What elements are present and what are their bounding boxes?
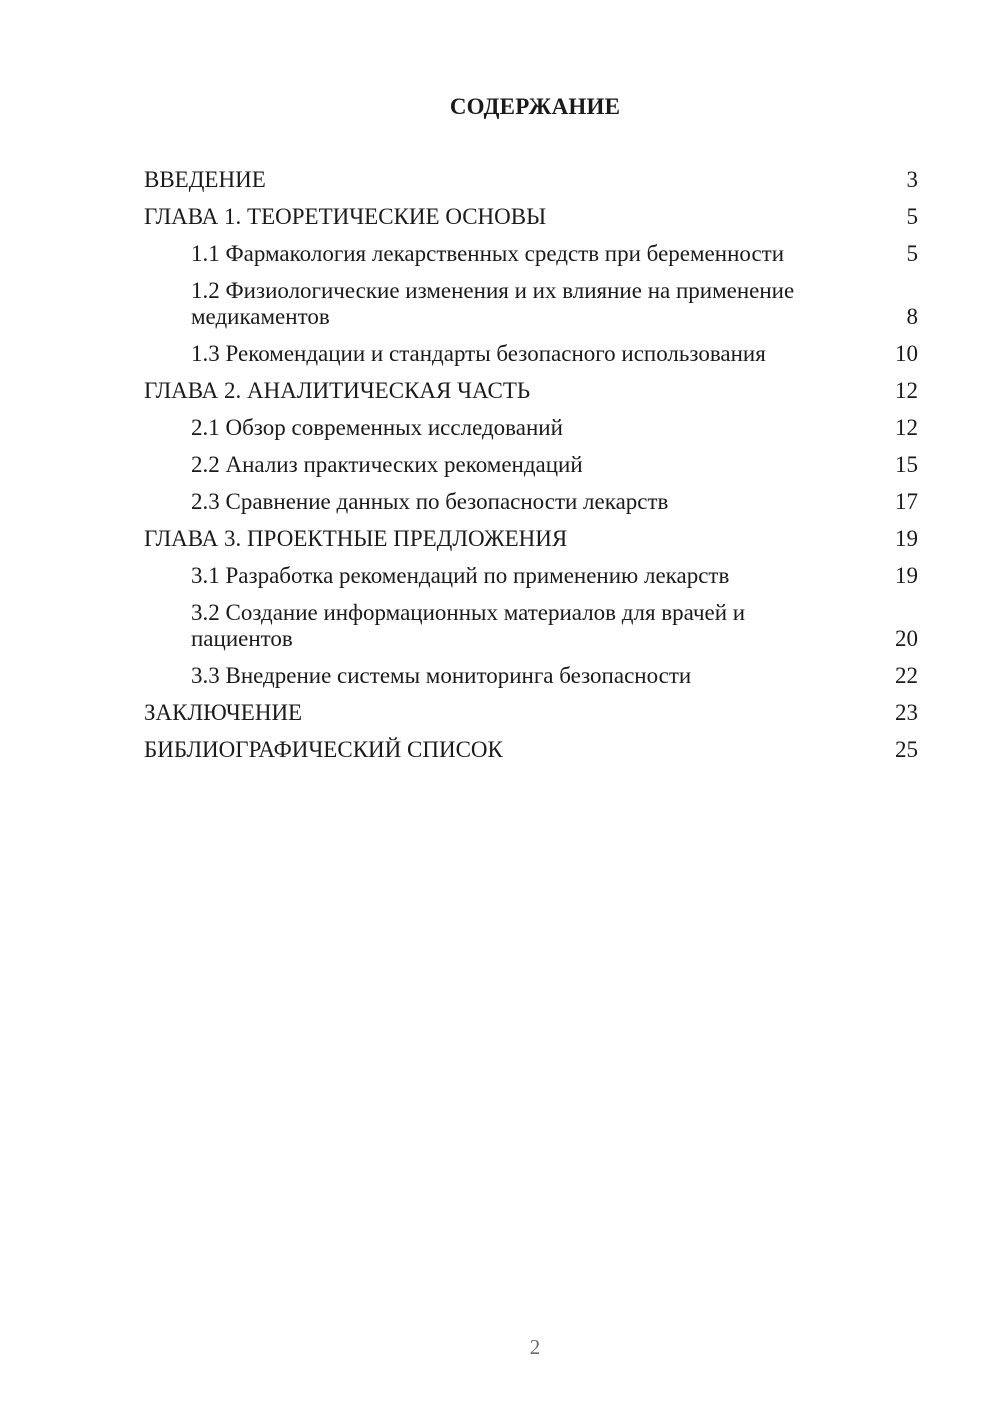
toc-entry-section-3-2[interactable] bbox=[144, 600, 918, 652]
toc-entry-page-number: 25 bbox=[895, 737, 918, 762]
toc-entry-conclusion[interactable] bbox=[144, 700, 918, 726]
toc-entry-page-number: 3 bbox=[906, 167, 918, 192]
toc-entry-page-number: 15 bbox=[895, 452, 918, 477]
toc-entry-section-1-1[interactable] bbox=[144, 241, 918, 267]
toc-entry-page-number: 10 bbox=[895, 341, 918, 366]
toc-entry-section-3-3[interactable] bbox=[144, 663, 918, 689]
toc-entry-section-1-3[interactable] bbox=[144, 341, 918, 367]
toc-entry-label: 3.1 Разработка рекомендаций по применению лекарств bbox=[191, 563, 730, 588]
toc-entry-chapter-1[interactable] bbox=[144, 204, 918, 230]
toc-entry-page-number: 17 bbox=[895, 489, 918, 514]
toc-entry-label: 2.2 Анализ практических рекомендаций bbox=[191, 452, 583, 477]
toc-entry-page-number: 19 bbox=[895, 563, 918, 588]
toc-entry-section-2-1[interactable] bbox=[144, 415, 918, 441]
toc-entry-chapter-2[interactable] bbox=[144, 378, 918, 404]
toc-entry-label: БИБЛИОГРАФИЧЕСКИЙ СПИСОК bbox=[144, 737, 503, 762]
toc-entry-label: 1.3 Рекомендации и стандарты безопасного использования bbox=[191, 341, 766, 366]
toc-entry-page-number: 22 bbox=[895, 663, 918, 688]
toc-entry-introduction[interactable] bbox=[144, 167, 918, 193]
toc-entry-label: 2.3 Сравнение данных по безопасности лекарств bbox=[191, 489, 669, 514]
toc-entry-label: ВВЕДЕНИЕ bbox=[144, 167, 266, 192]
toc-entry-label: 1.2 Физиологические изменения и их влияние на применение медикаментов bbox=[191, 278, 795, 329]
toc-entry-label: 3.3 Внедрение системы мониторинга безопасности bbox=[191, 663, 692, 688]
toc-entry-page-number: 12 bbox=[895, 378, 918, 403]
toc-entry-page-number: 19 bbox=[895, 526, 918, 551]
toc-entry-page-number: 20 bbox=[895, 626, 918, 651]
toc-entry-page-number: 5 bbox=[906, 241, 918, 266]
toc-entry-label: ГЛАВА 1. ТЕОРЕТИЧЕСКИЕ ОСНОВЫ bbox=[144, 204, 547, 229]
toc-entry-page-number: 23 bbox=[895, 700, 918, 725]
toc-entry-label: 2.1 Обзор современных исследований bbox=[191, 415, 563, 440]
toc-entry-section-2-3[interactable] bbox=[144, 489, 918, 515]
toc-entry-label: 1.1 Фармакология лекарственных средств при беременности bbox=[191, 241, 785, 266]
toc-entry-chapter-3[interactable] bbox=[144, 526, 918, 552]
toc-entry-label: ЗАКЛЮЧЕНИЕ bbox=[144, 700, 303, 725]
toc-entry-page-number: 5 bbox=[906, 204, 918, 229]
toc-entry-section-2-2[interactable] bbox=[144, 452, 918, 478]
toc-entry-bibliography[interactable] bbox=[144, 737, 918, 763]
toc-entry-label: ГЛАВА 3. ПРОЕКТНЫЕ ПРЕДЛОЖЕНИЯ bbox=[144, 526, 568, 551]
table-of-contents bbox=[144, 167, 918, 774]
toc-entry-page-number: 8 bbox=[906, 304, 918, 329]
toc-entry-label: ГЛАВА 2. АНАЛИТИЧЕСКАЯ ЧАСТЬ bbox=[144, 378, 531, 403]
page-title: СОДЕРЖАНИЕ bbox=[449, 94, 621, 119]
toc-entry-page-number: 12 bbox=[895, 415, 918, 440]
toc-entry-label: 3.2 Создание информационных материалов для врачей и пациентов bbox=[191, 600, 746, 651]
toc-entry-section-1-2[interactable] bbox=[144, 278, 918, 330]
page-number: 2 bbox=[529, 1335, 541, 1359]
toc-entry-section-3-1[interactable] bbox=[144, 563, 918, 589]
